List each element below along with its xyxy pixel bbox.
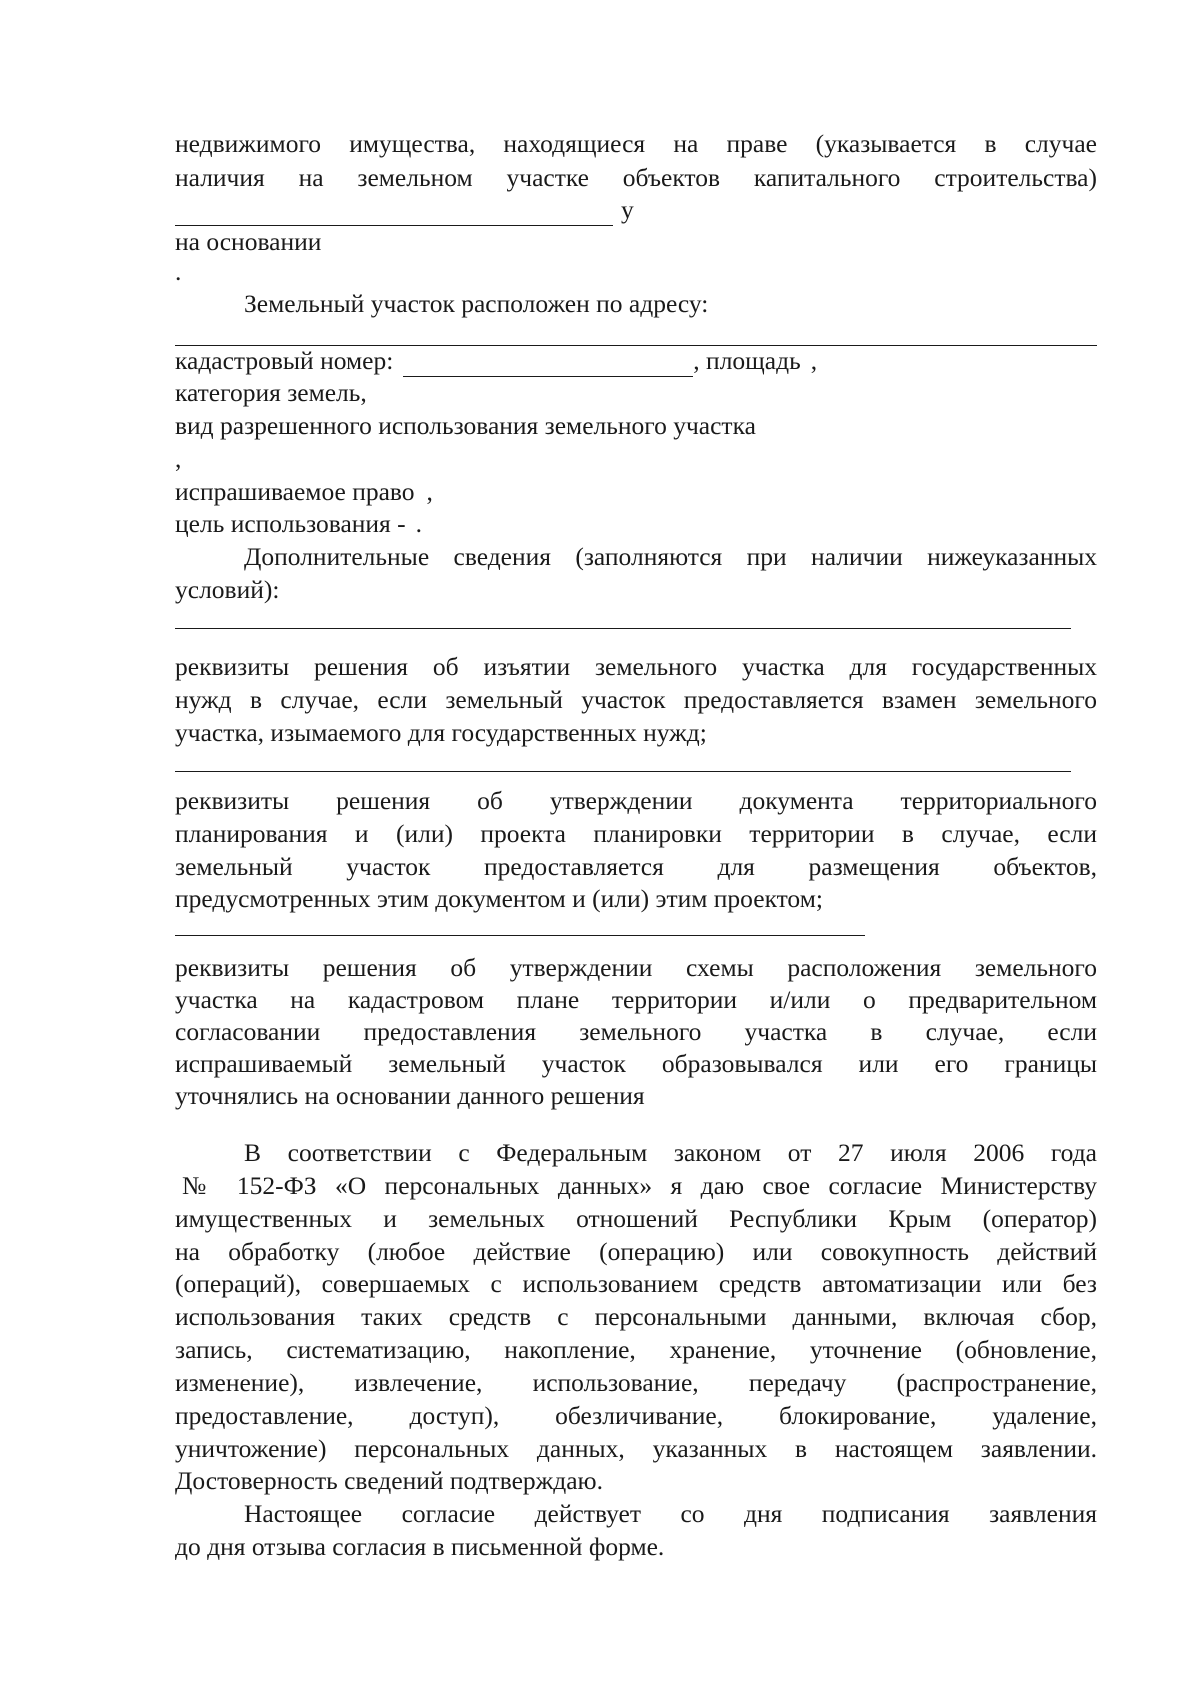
scheme-req-line-3: согласовании предоставления земельного участка в случае, если bbox=[175, 1017, 1097, 1046]
land-category-label: категория земель bbox=[175, 378, 361, 407]
consent-line-4: на обработку (любое действие (операцию) или совокупность действий bbox=[175, 1237, 1097, 1266]
planning-req-line-3: земельный участок предоставляется для размещения объектов, bbox=[175, 852, 1097, 881]
land-category-comma: , bbox=[360, 378, 367, 407]
purpose-row bbox=[175, 508, 1097, 540]
consent-line-1: В соответствии с Федеральным законом от 27 июля 2006 года bbox=[244, 1138, 1097, 1167]
right-type-blank-field[interactable] bbox=[175, 200, 613, 226]
basis-period: . bbox=[175, 257, 182, 286]
requested-right-row bbox=[175, 476, 1097, 508]
consent-line-3: имущественных и земельных отношений Республики Крым (оператор) bbox=[175, 1204, 1097, 1233]
address-row bbox=[244, 288, 1097, 320]
requested-right-label: испрашиваемое право bbox=[175, 477, 415, 506]
scheme-req-line-2: участка на кадастровом плане территории и/или о предварительном bbox=[175, 985, 1097, 1014]
basis-continuation-row bbox=[175, 256, 1089, 288]
scheme-req-line-5: уточнялись на основании данного решения bbox=[175, 1081, 645, 1110]
consent-line-8: изменение), извлечение, использование, передачу (распространение, bbox=[175, 1368, 1097, 1397]
permitted-use-comma: , bbox=[175, 444, 182, 473]
purpose-period: . bbox=[415, 509, 423, 538]
basis-label: на основании bbox=[175, 227, 322, 256]
withdrawal-req-blank-field[interactable] bbox=[175, 628, 1071, 629]
consent-line-9: предоставление, доступ), обезличивание, блокирование, удаление, bbox=[175, 1401, 1097, 1430]
cadastral-row bbox=[175, 345, 1097, 377]
permitted-use-continuation-row bbox=[175, 443, 1089, 475]
ownership-text-line-2: наличия на земельном участке объектов капитального строительства) bbox=[175, 163, 1097, 192]
planning-req-line-2: планирования и (или) проекта планировки территории в случае, если bbox=[175, 819, 1097, 848]
validity-line-1: Настоящее согласие действует со дня подписания заявления bbox=[244, 1499, 1097, 1528]
ownership-text-line-1: недвижимого имущества, находящиеся на праве (указывается в случае bbox=[175, 129, 1097, 158]
withdrawal-req-line-3: участка, изымаемого для государственных нужд; bbox=[175, 718, 707, 747]
planning-req-blank-field[interactable] bbox=[175, 771, 1071, 772]
additional-info-heading: Дополнительные сведения (заполняются при наличии нижеуказанных bbox=[244, 542, 1097, 571]
cadastral-number-blank-field[interactable] bbox=[403, 351, 693, 377]
scheme-req-blank-field[interactable] bbox=[175, 935, 865, 936]
consent-line-11: Достоверность сведений подтверждаю. bbox=[175, 1466, 603, 1495]
purpose-label: цель использования - bbox=[175, 509, 406, 538]
planning-req-line-4: предусмотренных этим документом и (или) этим проектом; bbox=[175, 884, 823, 913]
cadastral-number-label: кадастровый номер: bbox=[175, 346, 394, 375]
permitted-use-row bbox=[175, 410, 1097, 442]
land-category-row bbox=[175, 377, 1097, 409]
area-label: , площадь bbox=[693, 346, 801, 375]
consent-line-2: № 152-ФЗ «О персональных данных» я даю свое согласие Министерству bbox=[182, 1171, 1097, 1200]
permitted-use-label: вид разрешенного использования земельного участка bbox=[175, 411, 756, 440]
scheme-req-line-1: реквизиты решения об утверждении схемы расположения земельного bbox=[175, 953, 1097, 982]
basis-row bbox=[175, 226, 1097, 258]
at-label: у bbox=[621, 195, 634, 224]
validity-line-2: до дня отзыва согласия в письменной форме. bbox=[175, 1532, 665, 1561]
scheme-req-line-4: испрашиваемый земельный участок образовывался или его границы bbox=[175, 1049, 1097, 1078]
area-comma: , bbox=[810, 346, 818, 375]
requested-right-comma: , bbox=[426, 477, 433, 506]
additional-info-heading-cont: условий): bbox=[175, 575, 280, 604]
withdrawal-req-line-2: нужд в случае, если земельный участок предоставляется взамен земельного bbox=[175, 685, 1097, 714]
withdrawal-req-line-1: реквизиты решения об изъятии земельного участка для государственных bbox=[175, 652, 1097, 681]
consent-line-10: уничтожение) персональных данных, указанных в настоящем заявлении. bbox=[175, 1434, 1097, 1463]
consent-line-6: использования таких средств с персональными данными, включая сбор, bbox=[175, 1302, 1097, 1331]
consent-line-5: (операций), совершаемых с использованием средств автоматизации или без bbox=[175, 1269, 1097, 1298]
planning-req-line-1: реквизиты решения об утверждении документа территориального bbox=[175, 786, 1097, 815]
address-label: Земельный участок расположен по адресу: bbox=[244, 289, 709, 318]
consent-line-7: запись, систематизацию, накопление, хранение, уточнение (обновление, bbox=[175, 1335, 1097, 1364]
ownership-holder-row bbox=[175, 194, 1075, 226]
